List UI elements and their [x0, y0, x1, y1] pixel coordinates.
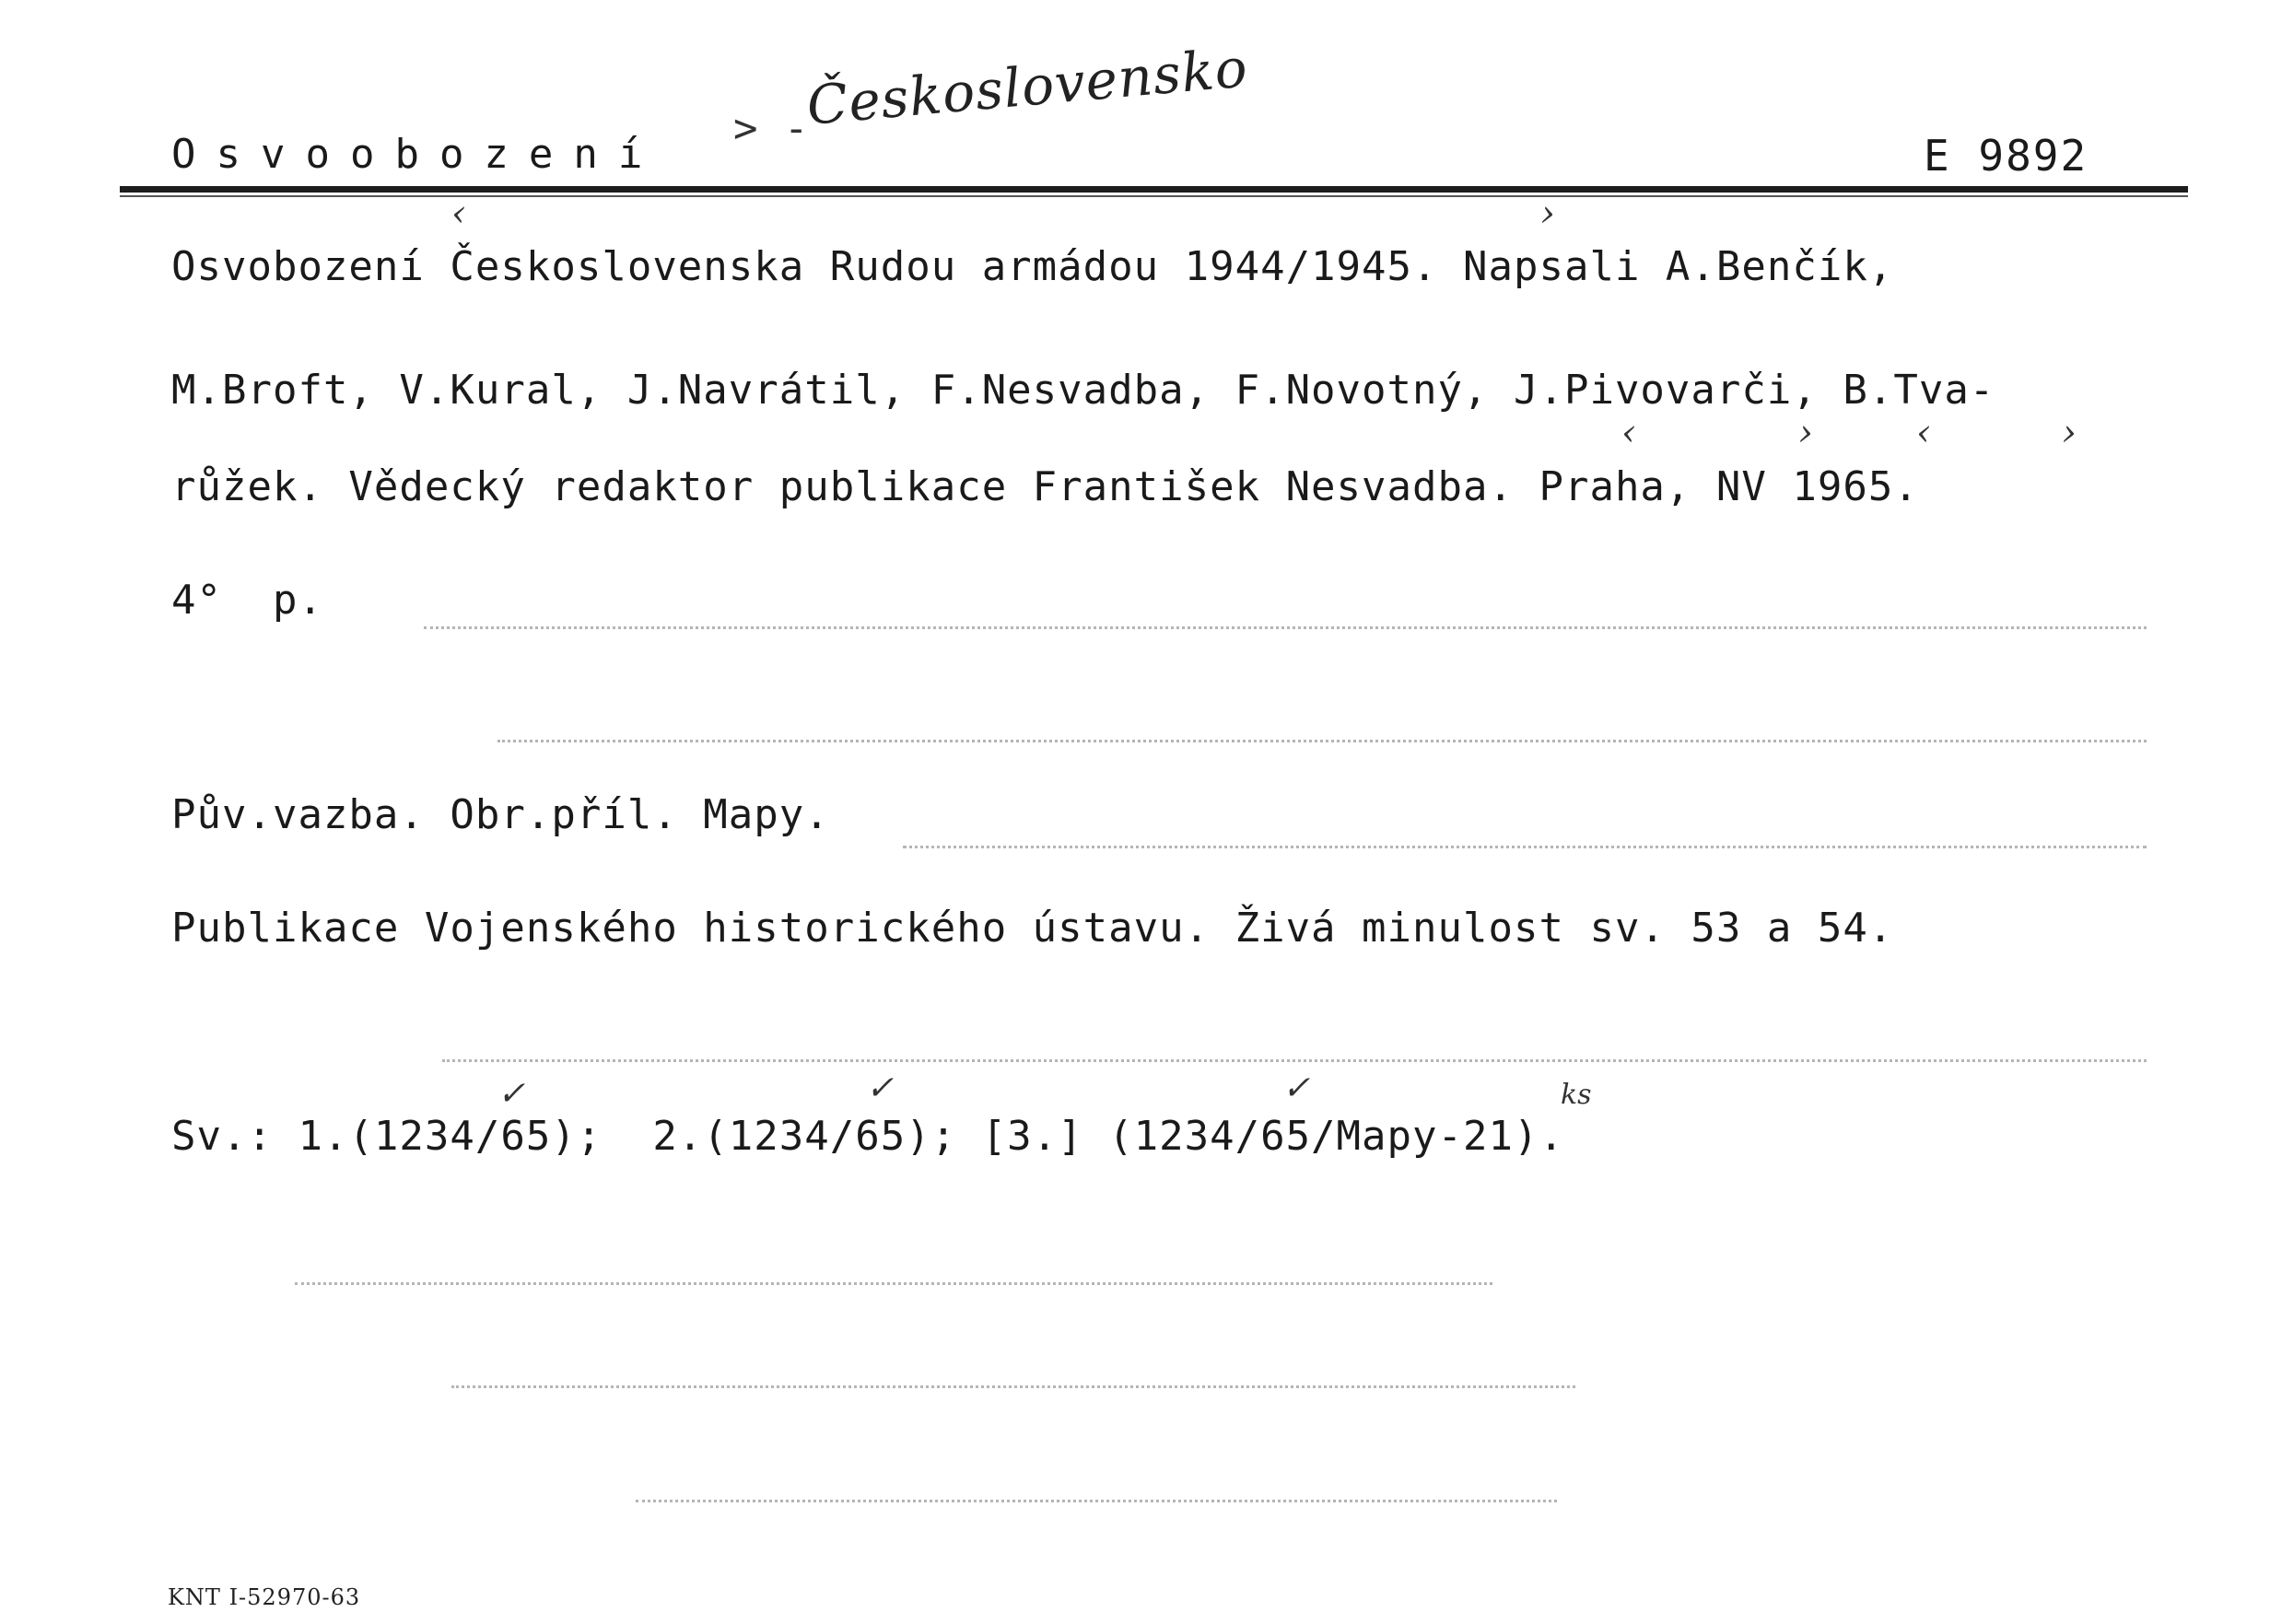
heading-arrow-mark: > - — [733, 105, 810, 152]
heading-rule — [120, 186, 2188, 193]
correction-mark: ‹ — [451, 193, 466, 235]
card-footer: KNT I-52970-63 — [168, 1584, 361, 1610]
correction-mark: › — [1798, 412, 1813, 454]
series-line: Publikace Vojenského historického ústavu. Živá minulost sv. 53 a 54. — [171, 905, 1894, 952]
dotted-guide — [295, 1282, 1492, 1285]
dotted-guide — [424, 626, 2147, 629]
imprint-line: růžek. Vědecký redaktor publikace František Nesvadba. Praha, NV 1965. — [171, 463, 1919, 510]
physical-note-line: Pův.vazba. Obr.příl. Mapy. — [171, 791, 830, 838]
correction-mark: ‹ — [1621, 412, 1636, 454]
correction-mark: › — [2062, 412, 2077, 454]
dotted-guide — [497, 740, 2147, 742]
volumes-line: Sv.: 1.(1234/65); 2.(1234/65); [3.] (1234/65/Mapy-21). — [171, 1113, 1564, 1160]
correction-mark: ‹ — [1916, 412, 1931, 454]
heading-title: Osvoobození — [171, 131, 663, 178]
dotted-guide — [903, 846, 2147, 848]
dotted-guide — [636, 1500, 1557, 1502]
title-line: Osvobození Československa Rudou armádou 1944/1945. Napsali A.Benčík, — [171, 243, 1894, 290]
correction-mark: › — [1540, 193, 1555, 235]
check-mark: ✓ — [1282, 1069, 1311, 1107]
check-mark: ✓ — [866, 1069, 895, 1107]
authors-line: M.Broft, V.Kural, J.Navrátil, F.Nesvadba, F.Novotný, J.Pivovarči, B.Tva- — [171, 367, 1995, 414]
handwritten-note: ks — [1561, 1079, 1592, 1111]
dotted-guide — [451, 1385, 1575, 1388]
format-line: 4° p. — [171, 577, 323, 624]
handwritten-subject: Československo — [804, 36, 1251, 137]
dotted-guide — [442, 1059, 2147, 1062]
call-number: E 9892 — [1924, 131, 2089, 181]
heading-rule-shadow — [120, 195, 2188, 197]
check-mark: ✓ — [497, 1075, 526, 1113]
